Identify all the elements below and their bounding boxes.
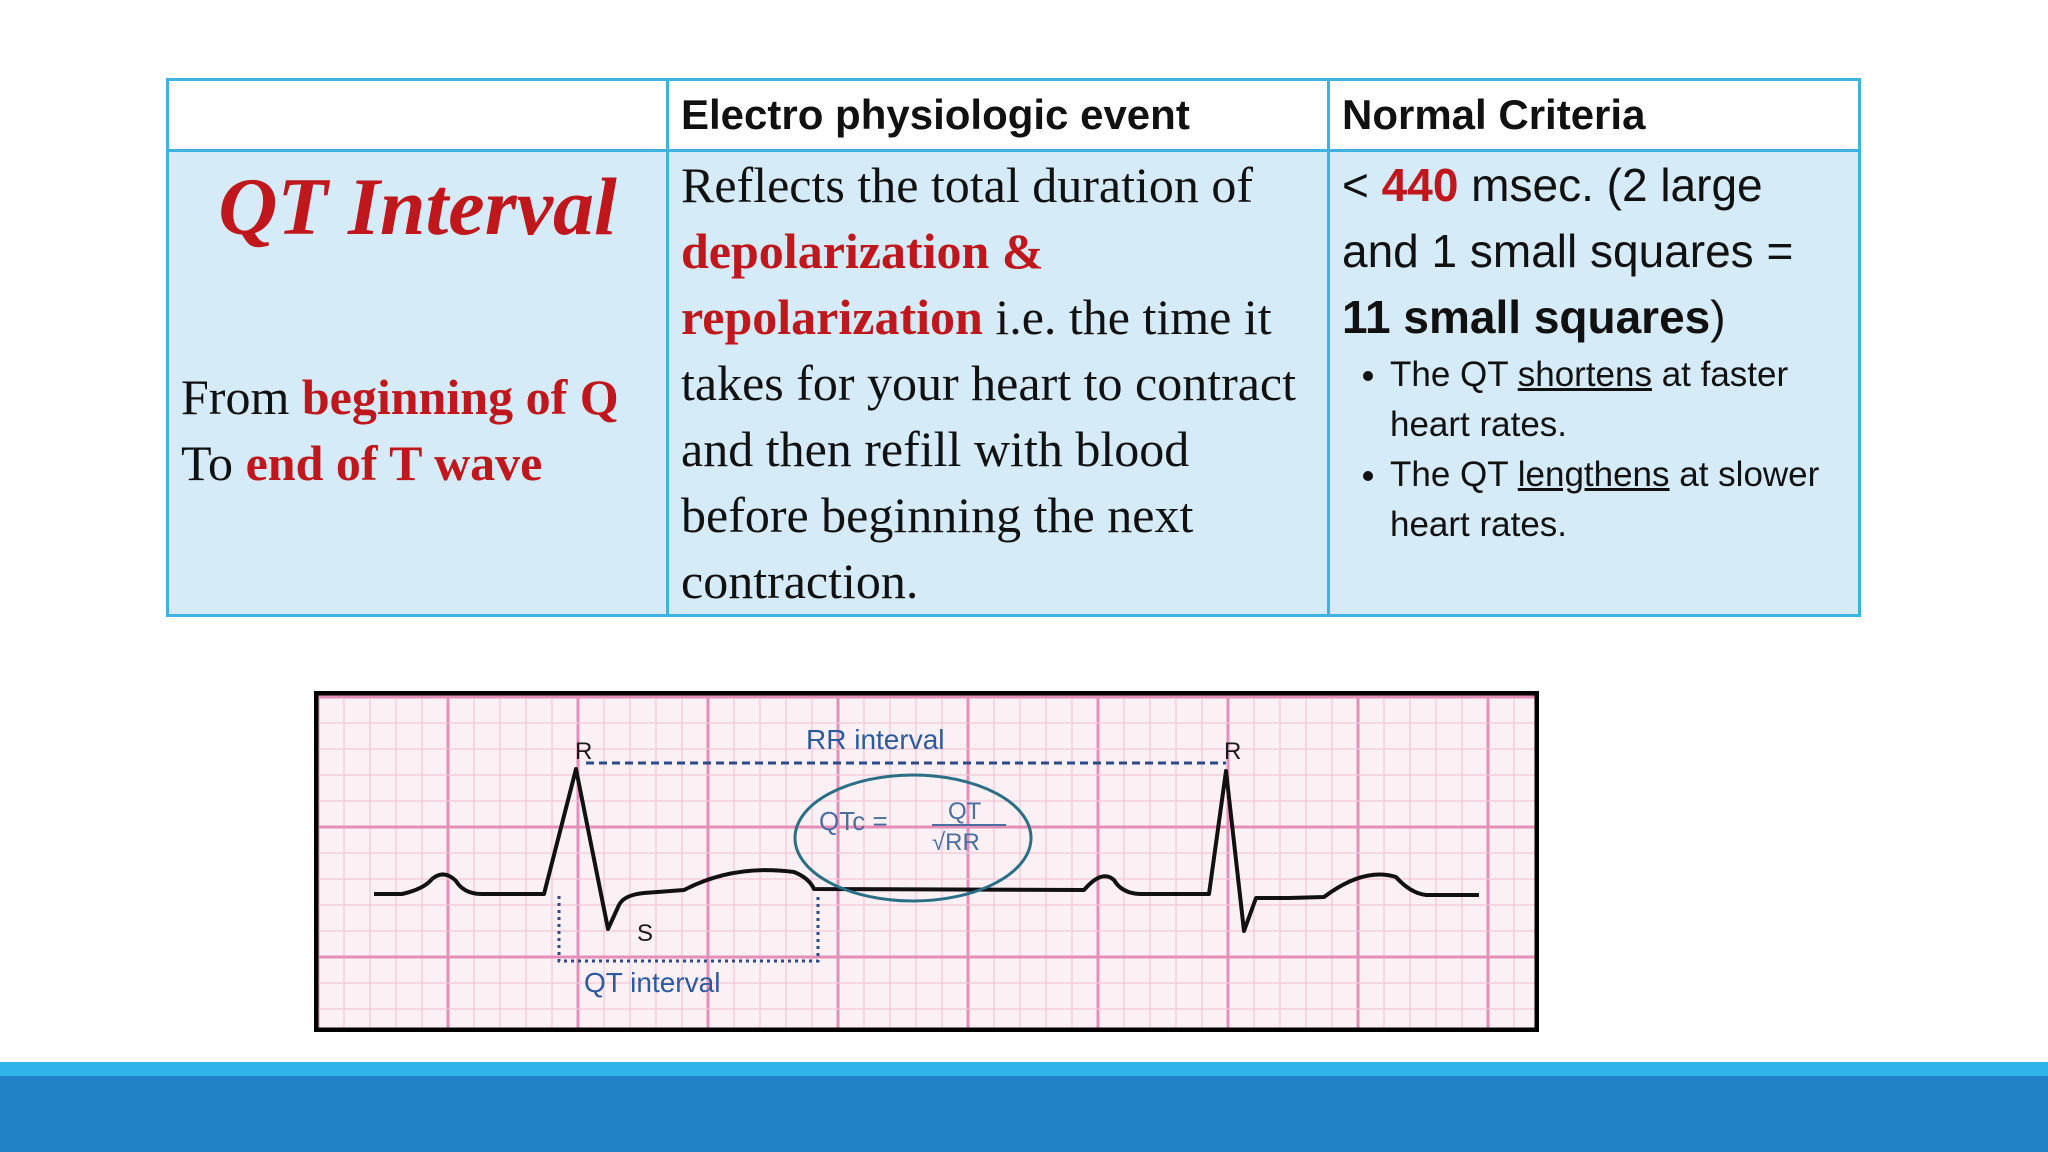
from-prefix: From [181,369,302,426]
criteria-small-squares: 11 small squares [1342,291,1711,343]
s-label: S [637,920,654,947]
header-criteria: Normal Criteria [1342,91,1646,138]
qt-range-text [181,364,654,496]
formula-denominator: √RR [932,829,980,856]
header-criteria-cell [1329,80,1860,151]
table-body-row [168,151,1860,616]
criteria-value: 440 [1381,159,1459,211]
criteria-close: ) [1710,291,1726,343]
bullet2-post: at slower heart rates. [1390,455,1820,544]
criteria-bullets [1342,350,1846,550]
table-header-row [168,80,1860,151]
bullet1-shortens: shortens [1517,355,1652,394]
r2-label: R [1224,738,1242,765]
formula-lhs: QTc = [819,806,888,836]
qt-table [166,78,1861,617]
event-part1: Reflects the total duration of [681,157,1254,213]
header-blank-cell [168,80,668,151]
to-end-t-wave: end of T wave [245,435,543,492]
ecg-diagram [314,691,1539,1032]
formula-numerator: QT [948,798,982,825]
header-event-cell [668,80,1329,151]
bullet2-lengthens: lengthens [1517,455,1670,494]
event-cell [668,151,1329,616]
bullet2-pre: The QT [1390,455,1518,494]
header-event: Electro physiologic event [681,91,1190,138]
rr-interval-label: RR interval [806,724,945,755]
title-cell [168,151,668,616]
bullet-lengthens [1390,450,1846,550]
from-beginning-q: beginning of Q [301,369,619,426]
qt-interval-label: QT interval [584,967,721,998]
event-depolarization: depolarization & [681,223,1044,279]
footer-band-light [0,1062,2048,1076]
event-repolarization: repolarization [681,289,983,345]
criteria-cell [1329,151,1860,616]
bullet1-post: at faster heart rates. [1390,355,1789,444]
footer-band-dark [0,1076,2048,1152]
to-prefix: To [181,435,246,492]
bullet-shortens [1390,350,1846,450]
r-label: R [575,738,593,765]
criteria-part1: msec. (2 large and 1 small squares = [1342,159,1794,277]
event-description [681,152,1315,614]
criteria-lt: < [1342,159,1382,211]
event-part2: i.e. the time it takes for your heart to contract and then refill with blood before beginning the next contraction. [681,289,1297,609]
qt-interval-title: QT Interval [218,161,617,252]
bullet1-pre: The QT [1390,355,1518,394]
criteria-text [1342,152,1846,350]
